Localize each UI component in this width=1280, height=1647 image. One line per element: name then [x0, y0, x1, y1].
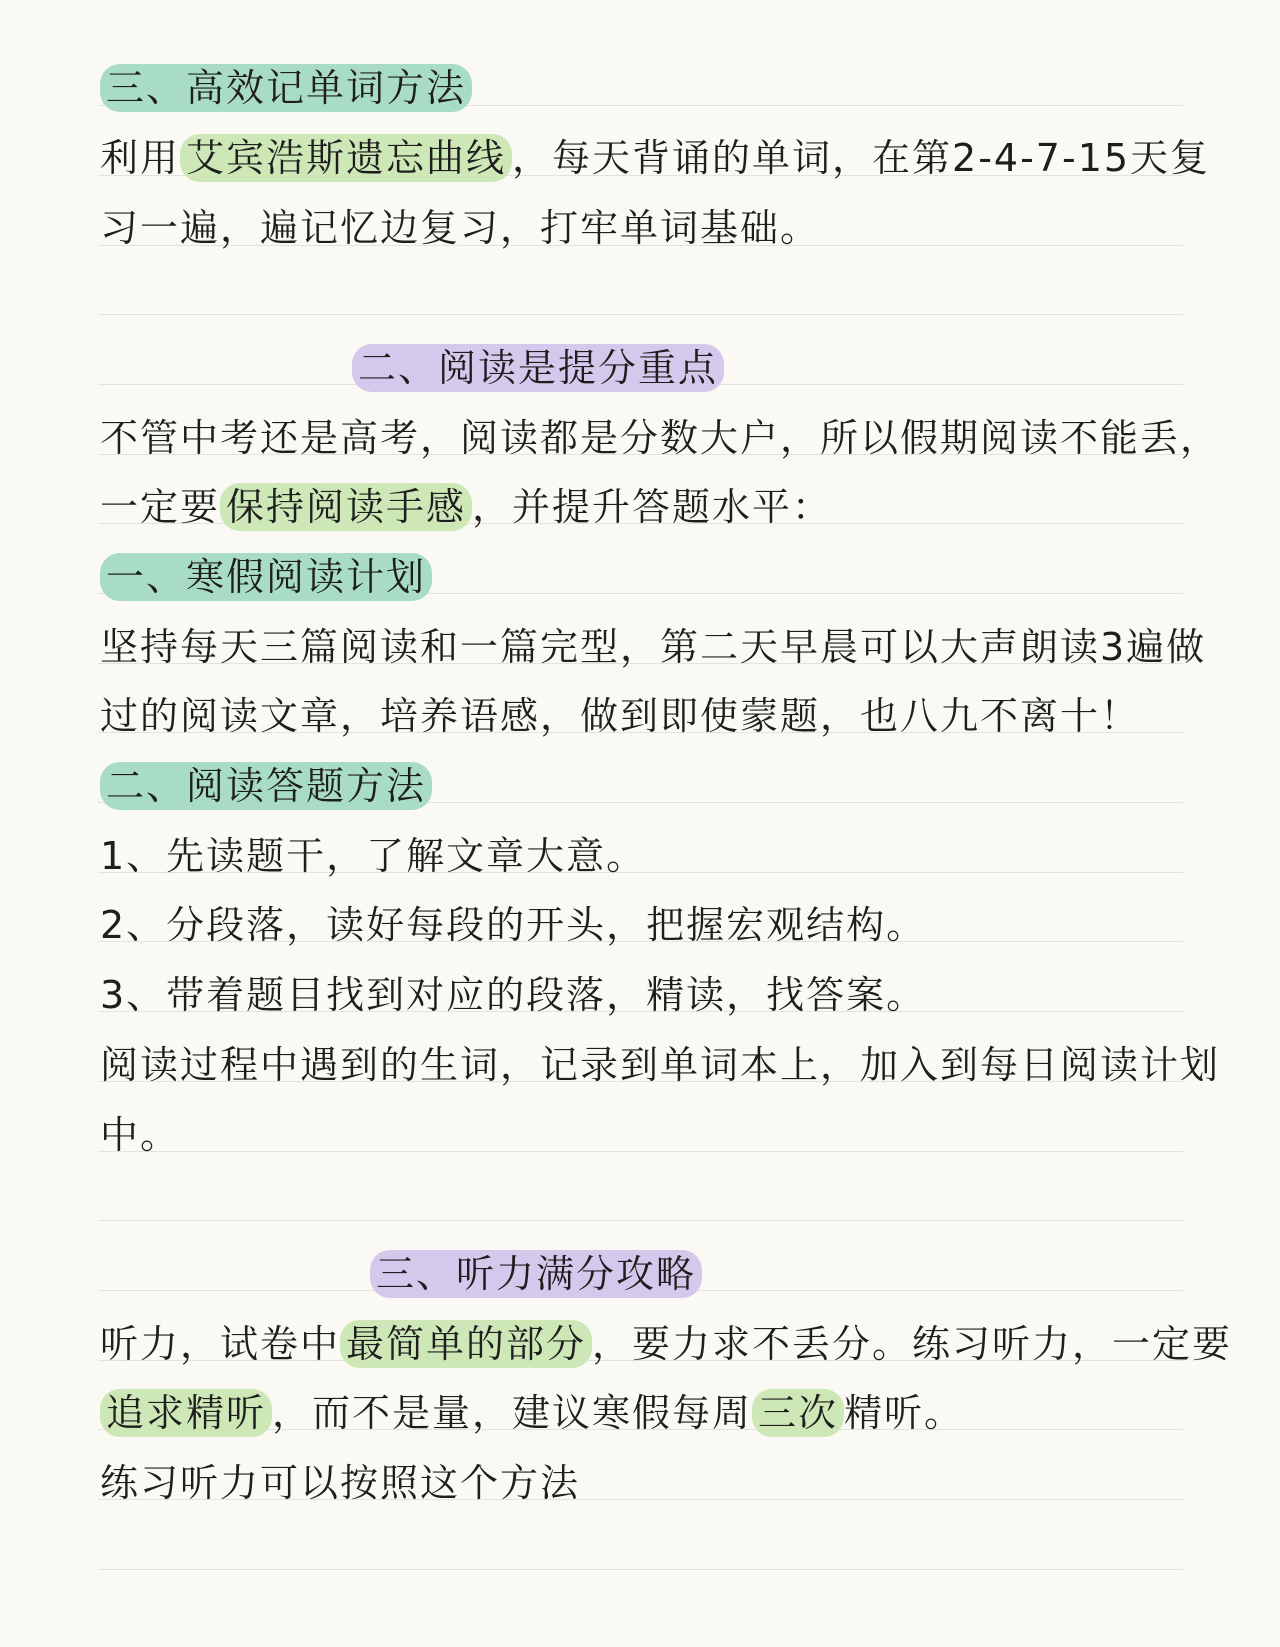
- text-span: 过的阅读文章，培养语感，做到即使蒙题，也八九不离十！: [100, 694, 1141, 738]
- text-span: ，而不是量，建议寒假每周: [272, 1391, 753, 1435]
- text-span: 2、分段落，读好每段的开头，把握宏观结构。: [100, 903, 927, 947]
- ruled-line: [98, 1569, 1183, 1570]
- text-span: 不管中考还是高考，阅读都是分数大户，所以假期阅读不能丢，: [100, 416, 1221, 460]
- ruled-line: [98, 1220, 1183, 1221]
- reading-section-title: 二、阅读是提分重点: [352, 344, 724, 392]
- text-span: ，每天背诵的单词，在第2-4-7-15天复: [512, 136, 1211, 180]
- text-span: 1、先读题干，了解文章大意。: [100, 834, 647, 878]
- text-span: 精听。: [844, 1391, 965, 1435]
- listening-section-title: 三、听力满分攻略: [370, 1250, 702, 1298]
- reading-note-line-1: [100, 1035, 1220, 1095]
- text-span: 听力，试卷中: [100, 1322, 341, 1366]
- reading-plan-heading: 一、寒假阅读计划: [100, 553, 432, 601]
- vocab-heading-line: [100, 58, 472, 118]
- reading-note-line-2: [100, 1105, 180, 1165]
- text-span: 3、带着题目找到对应的段落，精读，找答案。: [100, 973, 927, 1017]
- highlight-reading-feel: 保持阅读手感: [220, 483, 472, 531]
- text-span: 利用: [100, 136, 181, 180]
- text-span: 坚持每天三篇阅读和一篇完型，第二天早晨可以大声朗读3遍做: [100, 625, 1207, 669]
- highlight-intensive-listening: 追求精听: [100, 1389, 272, 1437]
- reading-section-title-line: [352, 338, 724, 398]
- reading-step-3: [100, 965, 926, 1025]
- listening-line-1: [100, 1314, 1232, 1374]
- listening-section-title-line: [370, 1244, 702, 1304]
- reading-intro-line-2: [100, 477, 832, 537]
- reading-step-1: [100, 826, 646, 886]
- text-span: 一定要: [100, 485, 221, 529]
- reading-method-heading-line: [100, 756, 432, 816]
- reading-method-heading: 二、阅读答题方法: [100, 762, 432, 810]
- vocab-paragraph-line-2: [100, 198, 820, 258]
- reading-plan-line-2: [100, 686, 1140, 746]
- text-span: 阅读过程中遇到的生词，记录到单词本上，加入到每日阅读计划: [100, 1043, 1221, 1087]
- ruled-line: [98, 314, 1183, 315]
- listening-line-3: [100, 1453, 580, 1513]
- text-span: ，并提升答题水平：: [472, 485, 833, 529]
- vocab-heading: 三、高效记单词方法: [100, 64, 472, 112]
- ruled-line: [98, 1151, 1183, 1152]
- reading-step-2: [100, 895, 926, 955]
- vocab-paragraph-line-1: [100, 128, 1210, 188]
- reading-plan-line-1: [100, 617, 1206, 677]
- reading-intro-line-1: [100, 408, 1220, 468]
- text-span: 练习听力可以按照这个方法: [100, 1461, 581, 1505]
- text-span: ，要力求不丢分。练习听力，一定要: [592, 1322, 1233, 1366]
- text-span: 习一遍，遍记忆边复习，打牢单词基础。: [100, 206, 821, 250]
- highlight-ebbinghaus: 艾宾浩斯遗忘曲线: [180, 134, 512, 182]
- listening-line-2: [100, 1383, 964, 1443]
- highlight-easiest-part: 最简单的部分: [340, 1320, 592, 1368]
- text-span: 中。: [100, 1113, 181, 1157]
- highlight-three-times: 三次: [752, 1389, 844, 1437]
- reading-plan-heading-line: [100, 547, 432, 607]
